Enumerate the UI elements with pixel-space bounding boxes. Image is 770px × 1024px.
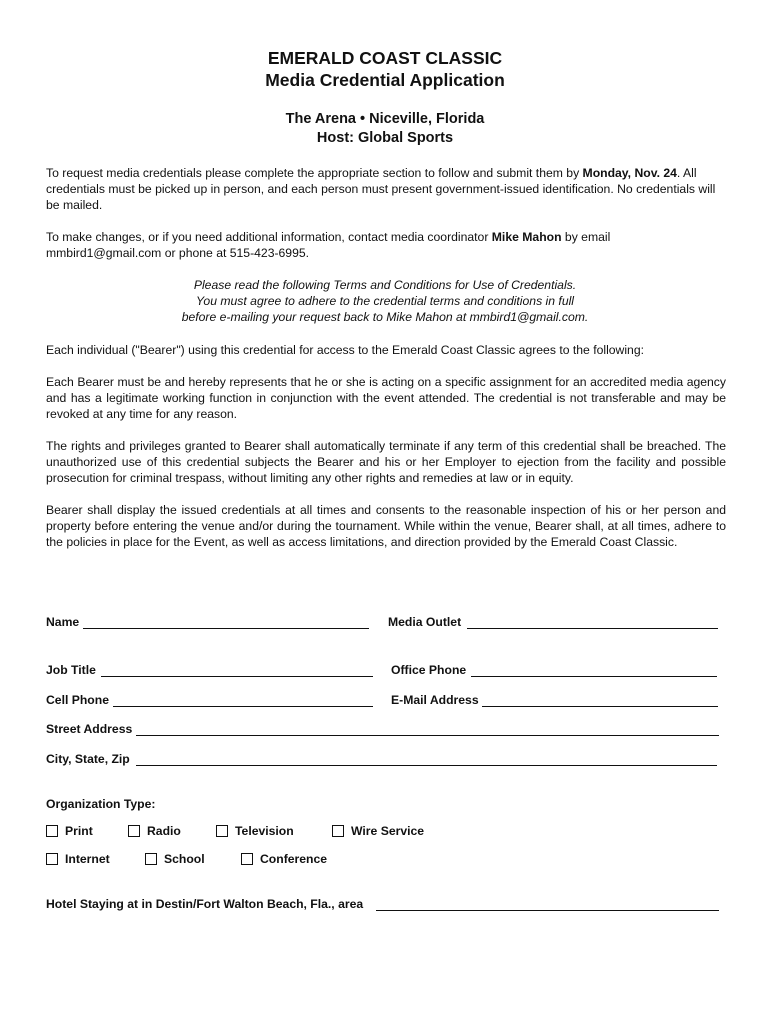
page-subtitle: Media Credential Application [265, 70, 505, 90]
intro-text-end: . All credentials must be picked up in person, and each person must present government-issued identification. No credentials will be mailed. [46, 166, 716, 212]
notice-line: before e-mailing your request back to Mike Mahon at mmbird1@gmail.com. [181, 310, 589, 324]
contact-paragraph [46, 229, 726, 261]
page-title: EMERALD COAST CLASSIC [267, 48, 503, 68]
city-state-zip-label: City, State, Zip [46, 752, 130, 766]
terms-paragraph: Bearer shall display the issued credentials at all times and consents to the reasonable inspection of his or her person and property before entering the venue and/or during the tournament. While within the venue, Bearer shall, at all times, adhere to the policies in place for the Event, as well as access limitations, and direction provided by the Emerald Coast Classic. [46, 503, 726, 549]
hotel-label: Hotel Staying at in Destin/Fort Walton Beach, Fla., area [46, 897, 364, 911]
hotel-field[interactable] [376, 910, 719, 911]
checkbox-icon[interactable] [216, 825, 228, 837]
checkbox-label: School [164, 852, 205, 866]
checkbox-icon[interactable] [241, 853, 253, 865]
checkbox-school[interactable] [145, 852, 205, 866]
checkbox-icon[interactable] [128, 825, 140, 837]
notice-line: Please read the following Terms and Conditions for Use of Credentials. [193, 278, 577, 292]
checkbox-label: Television [235, 824, 294, 838]
office-phone-field[interactable] [471, 676, 717, 677]
organization-type-label: Organization Type: [46, 797, 156, 811]
terms-intro: Each individual ("Bearer") using this credential for access to the Emerald Coast Classic agrees to the following: [46, 343, 645, 357]
media-outlet-label: Media Outlet [388, 615, 462, 629]
checkbox-print[interactable] [46, 824, 93, 838]
checkbox-icon[interactable] [145, 853, 157, 865]
terms-paragraph: Each Bearer must be and hereby represents that he or she is acting on a specific assignment for an accredited media agency and has a legitimate working function in conjunction with the event attended. The credential is not transferable and may be revoked at any time for any reason. [46, 375, 726, 421]
checkbox-television[interactable] [216, 824, 294, 838]
checkbox-label: Print [65, 824, 93, 838]
media-outlet-field[interactable] [467, 628, 718, 629]
job-title-field[interactable] [101, 676, 373, 677]
checkbox-conference[interactable] [241, 852, 327, 866]
checkbox-label: Radio [147, 824, 181, 838]
checkbox-icon[interactable] [46, 825, 58, 837]
office-phone-label: Office Phone [391, 663, 467, 677]
checkbox-radio[interactable] [128, 824, 181, 838]
email-label: E-Mail Address [391, 693, 479, 707]
checkbox-icon[interactable] [332, 825, 344, 837]
email-field[interactable] [482, 706, 718, 707]
notice-block [0, 277, 770, 325]
name-label: Name [46, 615, 80, 629]
checkbox-label: Conference [260, 852, 328, 866]
terms-paragraph: The rights and privileges granted to Bearer shall automatically terminate if any term of this credential shall be breached. The unauthorized use of this credential subjects the Bearer and his or her Employer to ejection from the facility and possible prosecution for criminal trespass, without limiting any other rights and remedies at law or in equity. [46, 439, 726, 485]
cell-phone-field[interactable] [113, 706, 373, 707]
checkbox-internet[interactable] [46, 852, 110, 866]
checkbox-icon[interactable] [46, 853, 58, 865]
venue-line: The Arena • Niceville, Florida [285, 111, 485, 127]
host-line: Host: Global Sports [316, 130, 454, 146]
job-title-label: Job Title [46, 663, 96, 677]
street-address-field[interactable] [136, 735, 719, 736]
checkbox-wire-service[interactable] [332, 824, 424, 838]
notice-line: You must agree to adhere to the credential terms and conditions in full [195, 294, 575, 308]
deadline-text: Monday, Nov. 24 [582, 166, 677, 180]
contact-text-end: by email mmbird1@gmail.com or phone at 515-423-6995. [46, 230, 611, 260]
street-address-label: Street Address [46, 722, 133, 736]
cell-phone-label: Cell Phone [46, 693, 109, 707]
intro-text: To request media credentials please complete the appropriate section to follow and submit them by [46, 166, 583, 180]
name-field[interactable] [83, 628, 369, 629]
checkbox-label: Wire Service [351, 824, 425, 838]
checkbox-label: Internet [65, 852, 110, 866]
city-state-zip-field[interactable] [136, 765, 717, 766]
contact-text: To make changes, or if you need additional information, contact media coordinator [46, 230, 492, 244]
coordinator-name: Mike Mahon [491, 230, 562, 244]
intro-paragraph [46, 165, 726, 213]
